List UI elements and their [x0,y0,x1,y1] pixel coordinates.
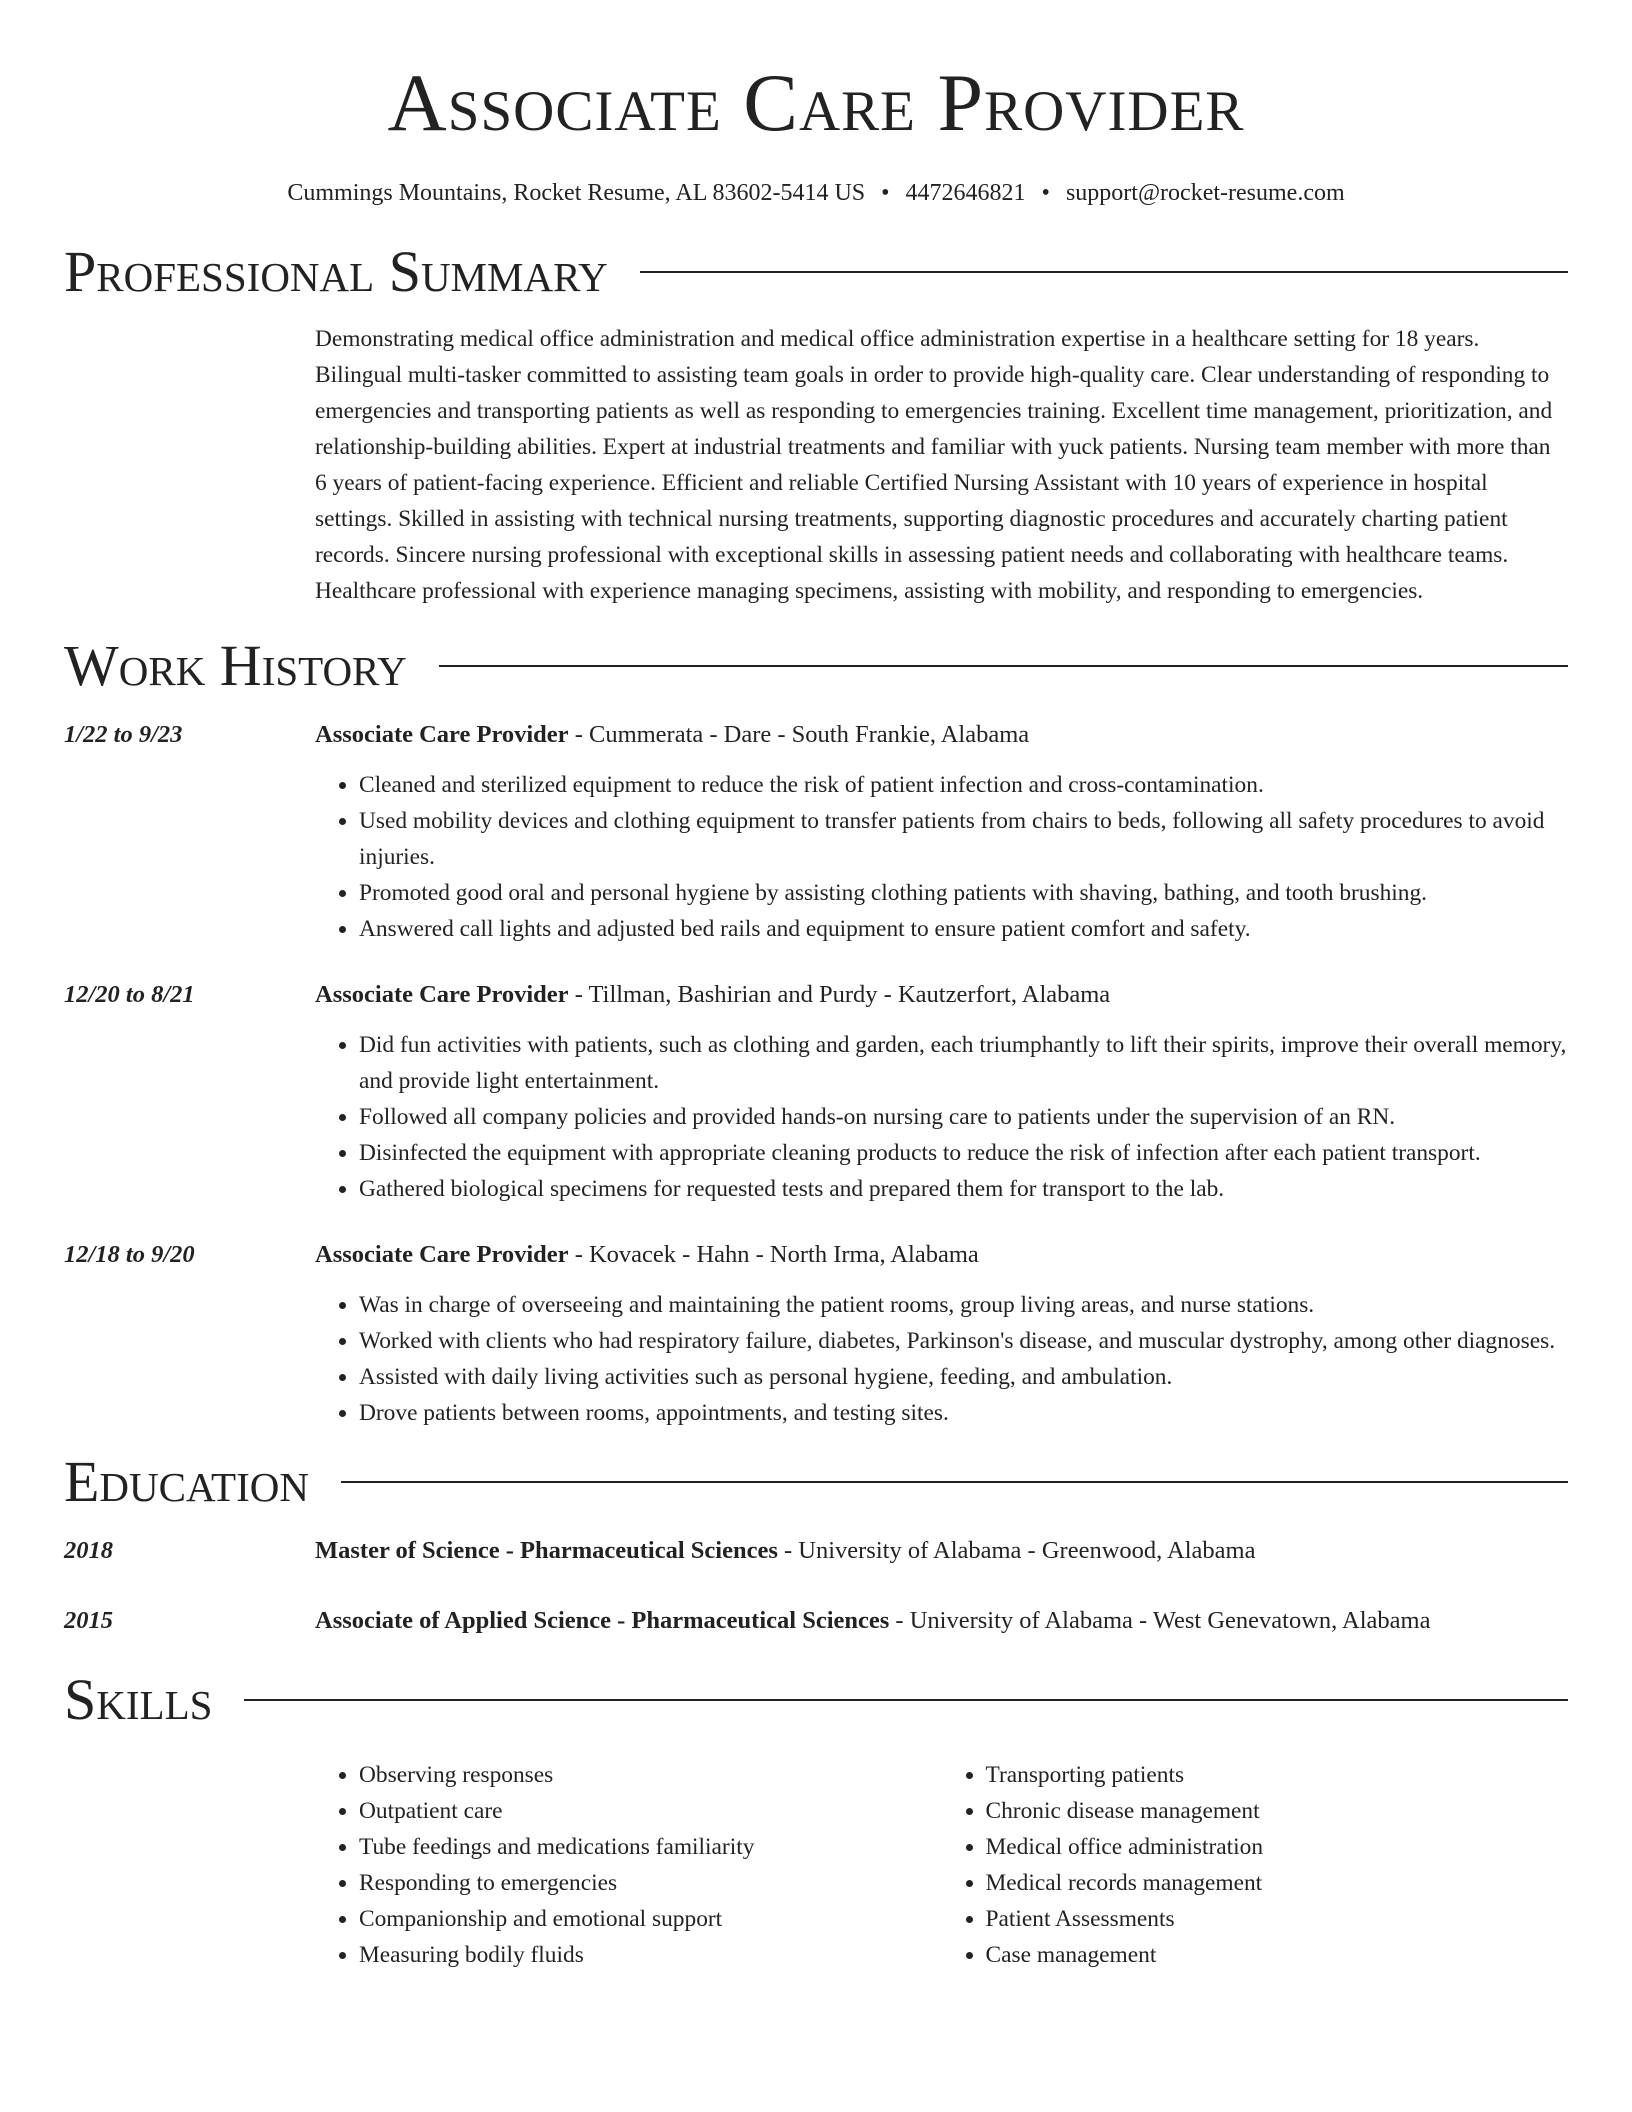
contact-phone: 4472646821 [905,180,1026,206]
skill-item: • Tube feedings and medications familiarity [359,1829,942,1865]
education-details: - University of Alabama - West Genevatown, Alabama [889,1607,1431,1634]
section-divider [640,271,1568,273]
job-title: Associate Care Provider [315,721,569,748]
skill-item: • Companionship and emotional support [359,1901,942,1937]
education-section-header [64,1449,1568,1514]
education-degree: Master of Science - Pharmaceutical Sciences [315,1537,778,1564]
job-date: 12/18 to 9/20 [64,1241,195,1268]
job-bullets [315,1287,1568,1431]
education-body [315,1533,1568,1569]
summary-section-header [64,239,1568,304]
skills-column-left [315,1757,942,1973]
skill-item: • Medical records management [986,1865,1569,1901]
skill-item: • Measuring bodily fluids [359,1937,942,1973]
education-line [315,1603,1568,1639]
job-entry [64,977,1568,1207]
job-bullets [315,1027,1568,1207]
skill-item: • Observing responses [359,1757,942,1793]
list-item: • Cleaned and sterilized equipment to reduce the risk of patient infection and cross-contamination. [359,767,1568,803]
education-line [315,1533,1568,1569]
skills-column-right [942,1757,1569,1973]
education-degree: Associate of Applied Science - Pharmaceutical Sciences [315,1607,890,1634]
education-entry [64,1533,1568,1569]
skill-item: • Responding to emergencies [359,1865,942,1901]
skills-heading: Skills [64,1667,213,1732]
job-bullets [315,767,1568,947]
job-body [315,717,1568,947]
job-title-line [315,717,1568,753]
summary-text: Demonstrating medical office administration and medical office administration expertise in a healthcare setting for 18 years. Bilingual multi-tasker committed to assisting team goals in order to provide high-quality care. Clear understanding of responding to emergencies and transporting patients as well as responding to emergencies training. Excellent time management, prioritization, and relationship-building abilities. Expert at industrial treatments and familiar with yuck patients. Nursing team member with more than 6 years of patient-facing experience. Efficient and reliable Certified Nursing Assistant with 10 years of experience in hospital settings. Skilled in assisting with technical nursing treatments, supporting diagnostic procedures and accurately charting patient records. Sincere nursing professional with exceptional skills in assessing patient needs and collaborating with healthcare teams. Healthcare professional with experience managing specimens, assisting with mobility, and responding to emergencies. [315,326,1553,604]
job-entry [64,1237,1568,1431]
job-title: Associate Care Provider [315,981,569,1008]
education-body [315,1603,1568,1639]
list-item: • Did fun activities with patients, such as clothing and garden, each triumphantly to lift their spirits, improve their overall memory, and provide light entertainment. [359,1027,1568,1099]
section-divider [341,1481,1568,1483]
list-item: • Promoted good oral and personal hygiene by assisting clothing patients with shaving, bathing, and tooth brushing. [359,875,1568,911]
job-details: - Kovacek - Hahn - North Irma, Alabama [568,1241,979,1268]
job-body [315,1237,1568,1431]
education-details: - University of Alabama - Greenwood, Alabama [777,1537,1256,1564]
skill-item: • Chronic disease management [986,1793,1569,1829]
education-heading: Education [64,1449,309,1514]
education-year: 2018 [64,1537,113,1564]
education-year: 2015 [64,1607,113,1634]
section-divider [244,1699,1568,1701]
list-item: • Assisted with daily living activities such as personal hygiene, feeding, and ambulation. [359,1359,1568,1395]
list-item: • Used mobility devices and clothing equipment to transfer patients from chairs to beds, following all safety procedures to avoid injuries. [359,803,1568,875]
list-item: • Worked with clients who had respiratory failure, diabetes, Parkinson's disease, and muscular dystrophy, among other diagnoses. [359,1323,1568,1359]
job-title-line [315,1237,1568,1273]
list-item: • Disinfected the equipment with appropriate cleaning products to reduce the risk of infection after each patient transport. [359,1135,1568,1171]
skills-section-header [64,1667,1568,1732]
summary-heading: Professional Summary [64,239,608,304]
work-section-header [64,633,1568,698]
list-item: • Drove patients between rooms, appointments, and testing sites. [359,1395,1568,1431]
skill-item: • Medical office administration [986,1829,1569,1865]
list-item: • Gathered biological specimens for requested tests and prepared them for transport to the lab. [359,1171,1568,1207]
skill-item: • Patient Assessments [986,1901,1569,1937]
skill-item: • Case management [986,1937,1569,1973]
job-title: Associate Care Provider [315,1241,569,1268]
skills-list [315,1757,1568,1973]
job-details: - Cummerata - Dare - South Frankie, Alabama [568,721,1030,748]
education-entry [64,1603,1568,1639]
section-divider [439,665,1568,667]
list-item: • Followed all company policies and provided hands-on nursing care to patients under the supervision of an RN. [359,1099,1568,1135]
contact-separator: • [881,180,890,206]
contact-separator: • [1041,180,1050,206]
job-entry [64,717,1568,947]
job-body [315,977,1568,1207]
skill-item: • Outpatient care [359,1793,942,1829]
contact-email[interactable]: support@rocket-resume.com [1065,180,1345,206]
job-details: - Tillman, Bashirian and Purdy - Kautzerfort, Alabama [568,981,1111,1008]
skill-item: • Transporting patients [986,1757,1569,1793]
list-item: • Answered call lights and adjusted bed rails and equipment to ensure patient comfort and safety. [359,911,1568,947]
contact-address: Cummings Mountains, Rocket Resume, AL 83602-5414 US [287,180,866,206]
job-title-line [315,977,1568,1013]
contact-line [64,180,1568,207]
list-item: • Was in charge of overseeing and maintaining the patient rooms, group living areas, and nurse stations. [359,1287,1568,1323]
candidate-name: Associate Care Provider [387,57,1245,148]
work-heading: Work History [64,633,407,698]
job-date: 12/20 to 8/21 [64,981,195,1008]
job-date: 1/22 to 9/23 [64,721,183,748]
